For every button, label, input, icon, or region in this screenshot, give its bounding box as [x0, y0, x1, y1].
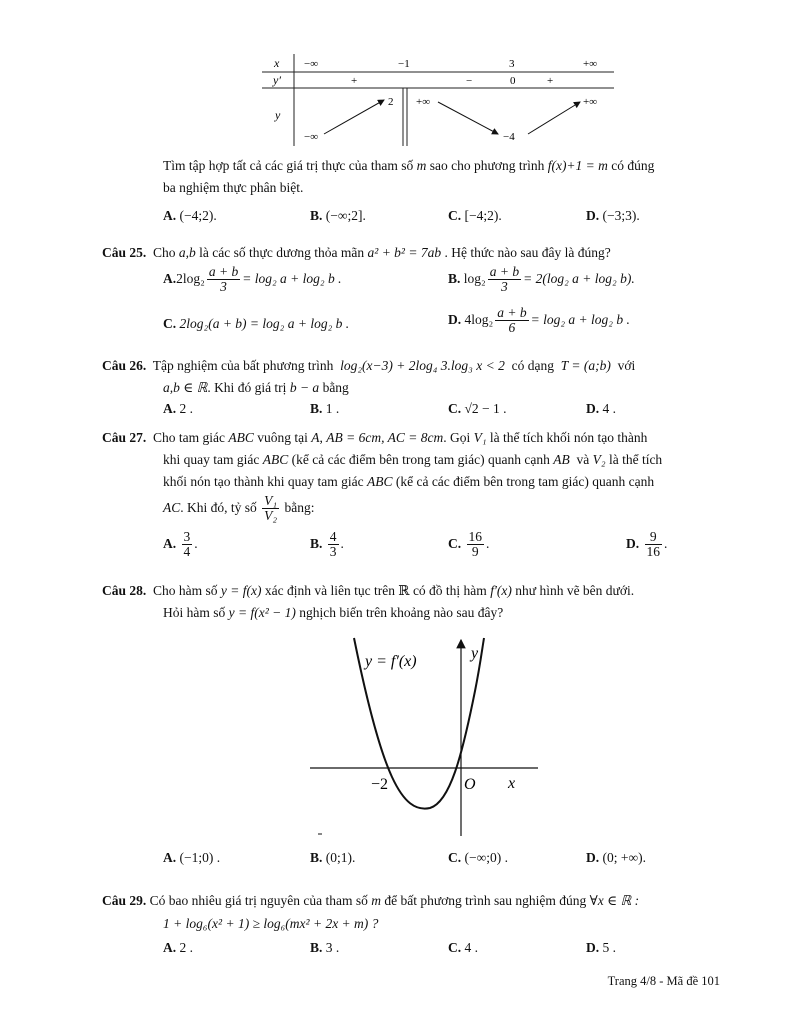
vt-yp-sign: 0	[510, 75, 516, 87]
vt-x-value: −1	[398, 58, 410, 70]
vt-y-value: 2	[388, 96, 394, 108]
q24-line2: ba nghiệm thực phân biệt.	[163, 180, 304, 195]
vt-arrow-up	[324, 100, 384, 134]
question-number: Câu 25.	[102, 245, 147, 260]
q26-line2: a,b ∈ ℝ. Khi đó giá trị b − a bằng	[163, 380, 349, 395]
vt-y-value: −4	[503, 131, 515, 143]
q27-choice-b[interactable]: B. $\frac{4}{3}$ .	[310, 529, 344, 560]
q26-inequality: log₂(x−3) + 2log₄ 3.log₃ x < 2	[340, 358, 505, 373]
q24-choice-b[interactable]: B. (−∞;2].	[310, 208, 366, 223]
vt-yp-sign: +	[351, 75, 358, 87]
vt-x-label: x	[274, 56, 280, 70]
variation-table	[262, 52, 614, 148]
q27-line3: khối nón tạo thành khi quay tam giác ABC (kể cả các điểm bên trong tam giác) quanh cạnh	[163, 474, 655, 489]
question-number: Câu 26.	[102, 358, 147, 373]
fraction: $\frac{a + b}{3}$	[208, 264, 239, 295]
q26-choice-b[interactable]: B. 1 .	[310, 401, 340, 416]
q24-equation: f(x)+1 = m	[547, 158, 608, 173]
q28-choice-d[interactable]: D. (0; +∞).	[586, 850, 646, 865]
fraction: $\frac{3}{4}$	[183, 529, 191, 560]
q25-condition: a² + b² = 7ab	[367, 245, 442, 260]
q27-choice-c[interactable]: C. $\frac{16}{9}$ .	[448, 529, 490, 560]
origin-label: O	[464, 776, 476, 793]
q24-choice-d[interactable]: D. (−3;3).	[586, 208, 640, 223]
q28-choice-b[interactable]: B. (0;1).	[310, 850, 356, 865]
root-label: −2	[371, 776, 389, 793]
q26-line1: Câu 26. Tập nghiệm của bất phương trình log₂(x−3) + 2log₄ 3.log₃ x < 2 có dạng T = (a;b) với	[102, 358, 636, 373]
x-axis-label: x	[508, 775, 516, 792]
q27-line2: khi quay tam giác ABC (kể cả các điểm bên trong tam giác) quanh cạnh AB và V₂ là thể tích	[163, 452, 663, 467]
q25-choice-c[interactable]: C. 2log₂(a + b) = log₂ a + log₂ b .	[163, 316, 350, 331]
q27-line4: AC. Khi đó, tỷ số $\frac{\text{V₁}}{\text{V₂}}$ bằng:	[163, 493, 315, 524]
q25-choice-a[interactable]: A.2log₂ $\frac{a + b}{3}$ = log₂ a + log₂ b .	[163, 264, 342, 295]
q25-choice-d[interactable]: D. 4log₂ $\frac{a + b}{6}$ = log₂ a + log₂ b .	[448, 305, 630, 336]
q29-choice-d[interactable]: D. 5 .	[586, 940, 616, 955]
q24-choice-c[interactable]: C. [−4;2).	[448, 208, 502, 223]
q26-choice-a[interactable]: A. 2 .	[163, 401, 193, 416]
fraction: $\frac{4}{3}$	[329, 529, 337, 560]
vt-y-value: +∞	[583, 96, 598, 108]
vt-yp-label: y′	[273, 73, 281, 87]
q26-choice-d[interactable]: D. 4 .	[586, 401, 616, 416]
vt-x-value: −∞	[304, 58, 319, 70]
q26-choice-c[interactable]: C. √2 − 1 .	[448, 401, 507, 416]
q29-choice-c[interactable]: C. 4 .	[448, 940, 478, 955]
q24-line1: Tìm tập hợp tất cả các giá trị thực của tham số m sao cho phương trình f(x)+1 = m có đúng	[163, 158, 655, 173]
q25-line1: Câu 25. Cho a,b là các số thực dương thỏa mãn a² + b² = 7ab . Hệ thức nào sau đây là đúng?	[102, 245, 611, 260]
q27-choice-a[interactable]: A. $\frac{3}{4}$ .	[163, 529, 198, 560]
ratio-fraction: $\frac{\text{V₁}}{\text{V₂}}$	[264, 493, 278, 524]
fraction: $\frac{a + b}{3}$	[489, 264, 520, 295]
vt-x-value: +∞	[583, 58, 598, 70]
q29-line1: Câu 29. Có bao nhiêu giá trị nguyên của tham số m để bất phương trình sau nghiệm đúng ∀x ∈ ℝ :	[102, 893, 640, 908]
vt-y-value: −∞	[304, 131, 319, 143]
curve-label: y = f′(x)	[365, 653, 417, 670]
page-number: Trang 4/8 - Mã đề 101	[607, 974, 720, 988]
fraction: $\frac{a + b}{6}$	[497, 305, 527, 336]
q28-choice-c[interactable]: C. (−∞;0) .	[448, 850, 508, 865]
question-number: Câu 28.	[102, 583, 147, 598]
question-number: Câu 27.	[102, 430, 147, 445]
vt-arrow-up	[528, 102, 580, 134]
q28-line2: Hỏi hàm số y = f(x² − 1) nghịch biến trên khoảng nào sau đây?	[163, 605, 504, 620]
q25-choice-b[interactable]: B. log₂ $\frac{a + b}{3}$ = 2(log₂ a + log₂ b).	[448, 264, 635, 295]
vt-yp-sign: +	[547, 75, 554, 87]
fraction: $\frac{9}{16}$	[646, 529, 660, 560]
y-axis-label: y	[471, 645, 479, 662]
vt-y-value: +∞	[416, 96, 431, 108]
q29-choice-b[interactable]: B. 3 .	[310, 940, 340, 955]
q27-line1: Câu 27. Cho tam giác ABC vuông tại A, AB = 6cm, AC = 8cm. Gọi V₁ là thể tích khối nón tạo thành	[102, 430, 648, 445]
vt-x-value: 3	[509, 58, 515, 70]
fraction: $\frac{16}{9}$	[468, 529, 482, 560]
q24-choice-a[interactable]: A. (−4;2).	[163, 208, 217, 223]
q28-choice-a[interactable]: A. (−1;0) .	[163, 850, 221, 865]
vt-yp-sign: −	[466, 75, 473, 87]
question-number: Câu 29.	[102, 893, 147, 908]
vt-arrow-down	[438, 102, 498, 134]
q29-inequality: 1 + log₆(x² + 1) ≥ log₆(mx² + 2x + m) ?	[163, 916, 379, 931]
q29-choice-a[interactable]: A. 2 .	[163, 940, 193, 955]
q28-line1: Câu 28. Cho hàm số y = f(x) xác định và liên tục trên ℝ có đồ thị hàm f′(x) như hình vẽ bên dưới.	[102, 583, 635, 598]
vt-y-label: y	[275, 108, 281, 122]
q27-choice-d[interactable]: D. $\frac{9}{16}$ .	[626, 529, 668, 560]
derivative-graph	[310, 636, 540, 838]
